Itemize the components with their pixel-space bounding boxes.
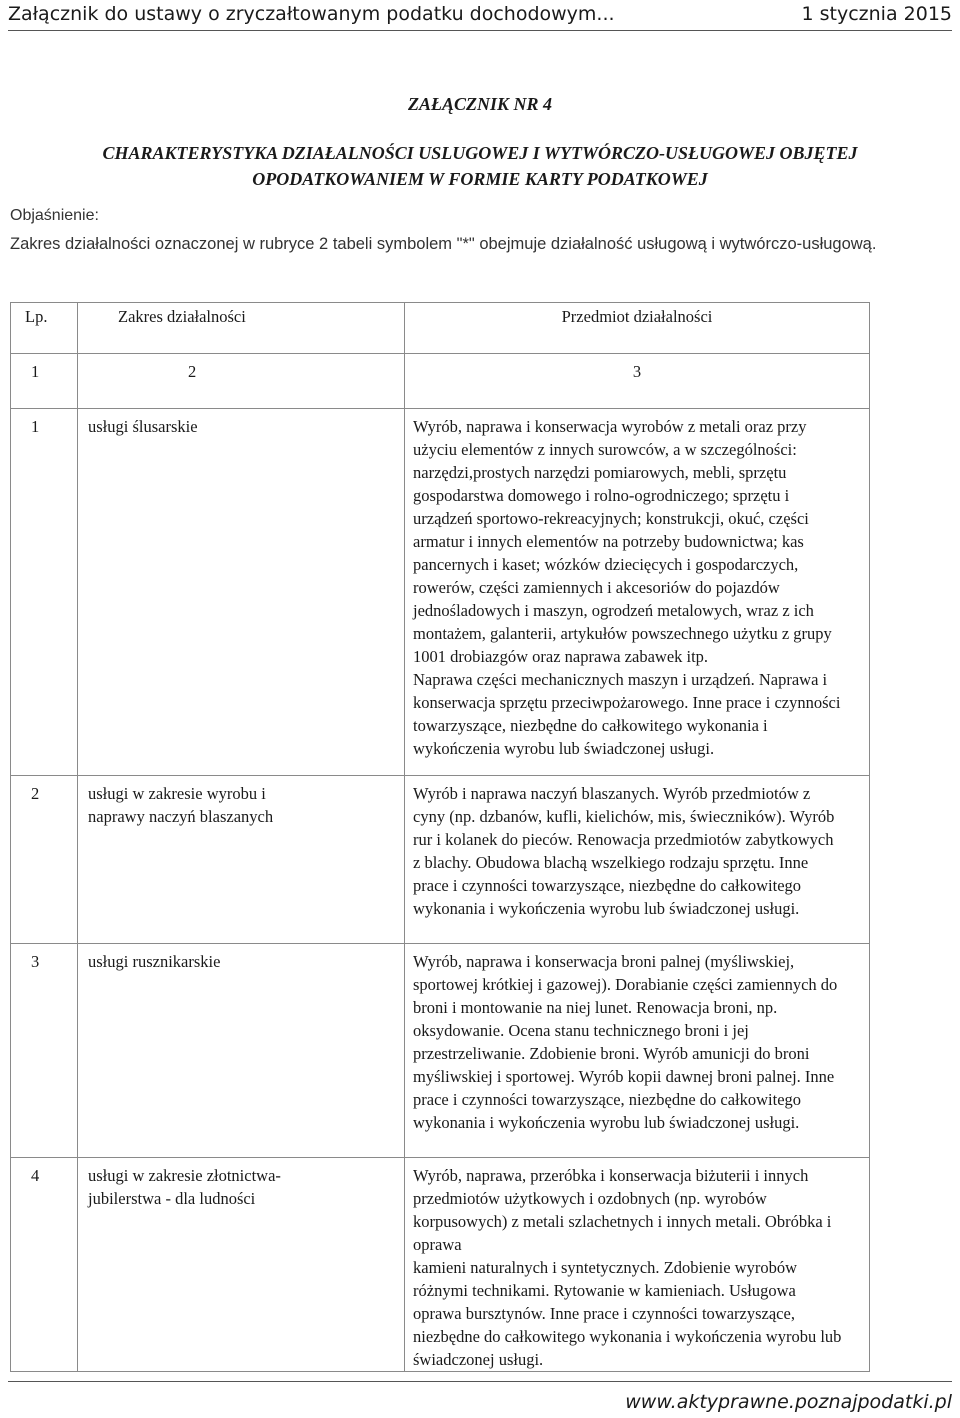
page-header (0, 0, 960, 32)
header-scope: Zakres działalności (78, 303, 405, 354)
header-lp: Lp. (11, 303, 78, 354)
row-lp: 3 (11, 944, 78, 1158)
row-scope: usługi ślusarskie (78, 409, 405, 776)
column-number: 3 (405, 354, 870, 409)
row-subject: Wyrób, naprawa, przeróbka i konserwacja biżuterii i innych przedmiotów użytkowych i ozdobnych (np. wyrobów korpusowych) z metali szlachetnych i innych metali. Obróbka i oprawa kamieni naturalnych i syntetycznych. Zdobienie wyrobów różnymi technikami. Rytowanie w kamieniach. Usługowa oprawa bursztynów. Inne prace i czynności towarzyszące, niezbędne do całkowitego wykonania i wykończenia wyrobu lub świadczonej usługi. (405, 1158, 870, 1372)
table-row (11, 944, 870, 1158)
table-row (11, 776, 870, 944)
title-line-1: CHARAKTERYSTYKA DZIAŁALNOŚCI USLUGOWEJ I WYTWÓRCZO-USŁUGOWEJ OBJĘTEJ (102, 143, 858, 163)
row-scope: usługi w zakresie wyrobu i naprawy naczyń blaszanych (78, 776, 405, 944)
row-subject: Wyrób, naprawa i konserwacja broni palnej (myśliwskiej, sportowej krótkiej i gazowej). Dorabianie części zamiennych do broni i montowanie na niej lunet. Renowacja broni, np. oksydowanie. Ocena stanu technicznego broni i jej przestrzeliwanie. Zdobienie broni. Wyrób amunicji do broni myśliwskiej i sportowej. Wyrób kopii dawnej broni palnej. Inne prace i czynności towarzyszące, niezbędne do całkowitego wykonania i wykończenia wyrobu lub świadczonej usługi. (405, 944, 870, 1158)
row-subject: Wyrób, naprawa i konserwacja wyrobów z metali oraz przy użyciu elementów z innych surowców, a w szczególności: narzędzi,prostych narzędzi pomiarowych, mebli, sprzętu gospodarstwa domowego i rolno-ogrodniczego; sprzętu i urządzeń sportowo-rekreacyjnych; konstrukcji, okuć, części armatur i innych elementów na potrzeby budownictwa; kas pancernych i kaset; wózków dziecięcych i gospodarczych, rowerów, części zamiennych i akcesoriów do pojazdów jednośladowych i maszyn, ogrodzeń metalowych, wraz z ich montażem, galanterii, artykułów powszechnego użytku z grupy 1001 drobiazgów oraz naprawa zabawek itp. Naprawa części mechanicznych maszyn i urządzeń. Naprawa i konserwacja sprzętu przeciwpożarowego. Inne prace i czynności towarzyszące, niezbędne do całkowitego wykonania i wykończenia wyrobu lub świadczonej usługi. (405, 409, 870, 776)
footer-divider (8, 1381, 952, 1382)
header-subject: Przedmiot działalności (405, 303, 870, 354)
document-title (0, 140, 960, 192)
table-header-row (11, 303, 870, 354)
row-lp: 2 (11, 776, 78, 944)
table-row (11, 1158, 870, 1372)
row-scope: usługi rusznikarskie (78, 944, 405, 1158)
header-divider (8, 30, 952, 31)
header-date: 1 stycznia 2015 (801, 3, 952, 25)
column-number: 2 (78, 354, 405, 409)
header-title: Załącznik do ustawy o zryczałtowanym podatku dochodowym... (8, 3, 615, 25)
row-lp: 4 (11, 1158, 78, 1372)
row-lp: 1 (11, 409, 78, 776)
column-number: 1 (11, 354, 78, 409)
row-subject: Wyrób i naprawa naczyń blaszanych. Wyrób przedmiotów z cyny (np. dzbanów, kufli, kielichów, mis, świeczników). Wyrób rur i kolanek do pieców. Renowacja przedmiotów zabytkowych z blachy. Obudowa blachą wszelkiego rodzaju sprzętu. Inne prace i czynności towarzyszące, niezbędne do całkowitego wykonania i wykończenia wyrobu lub świadczonej usługi. (405, 776, 870, 944)
row-scope: usługi w zakresie złotnictwa- jubilerstwa - dla ludności (78, 1158, 405, 1372)
explanation-label: Objaśnienie: (10, 207, 99, 224)
footer-url: www.aktyprawne.poznajpodatki.pl (625, 1391, 952, 1413)
column-number-row (11, 354, 870, 409)
annex-number: ZAŁĄCZNIK NR 4 (407, 94, 553, 114)
explanation-text: Zakres działalności oznaczonej w rubryce 2 tabeli symbolem "*" obejmuje działalność usługową i wytwórczo-usługową. (10, 235, 877, 253)
activity-table (10, 302, 870, 1372)
title-line-2: OPODATKOWANIEM W FORMIE KARTY PODATKOWEJ (252, 169, 708, 189)
table-row (11, 409, 870, 776)
